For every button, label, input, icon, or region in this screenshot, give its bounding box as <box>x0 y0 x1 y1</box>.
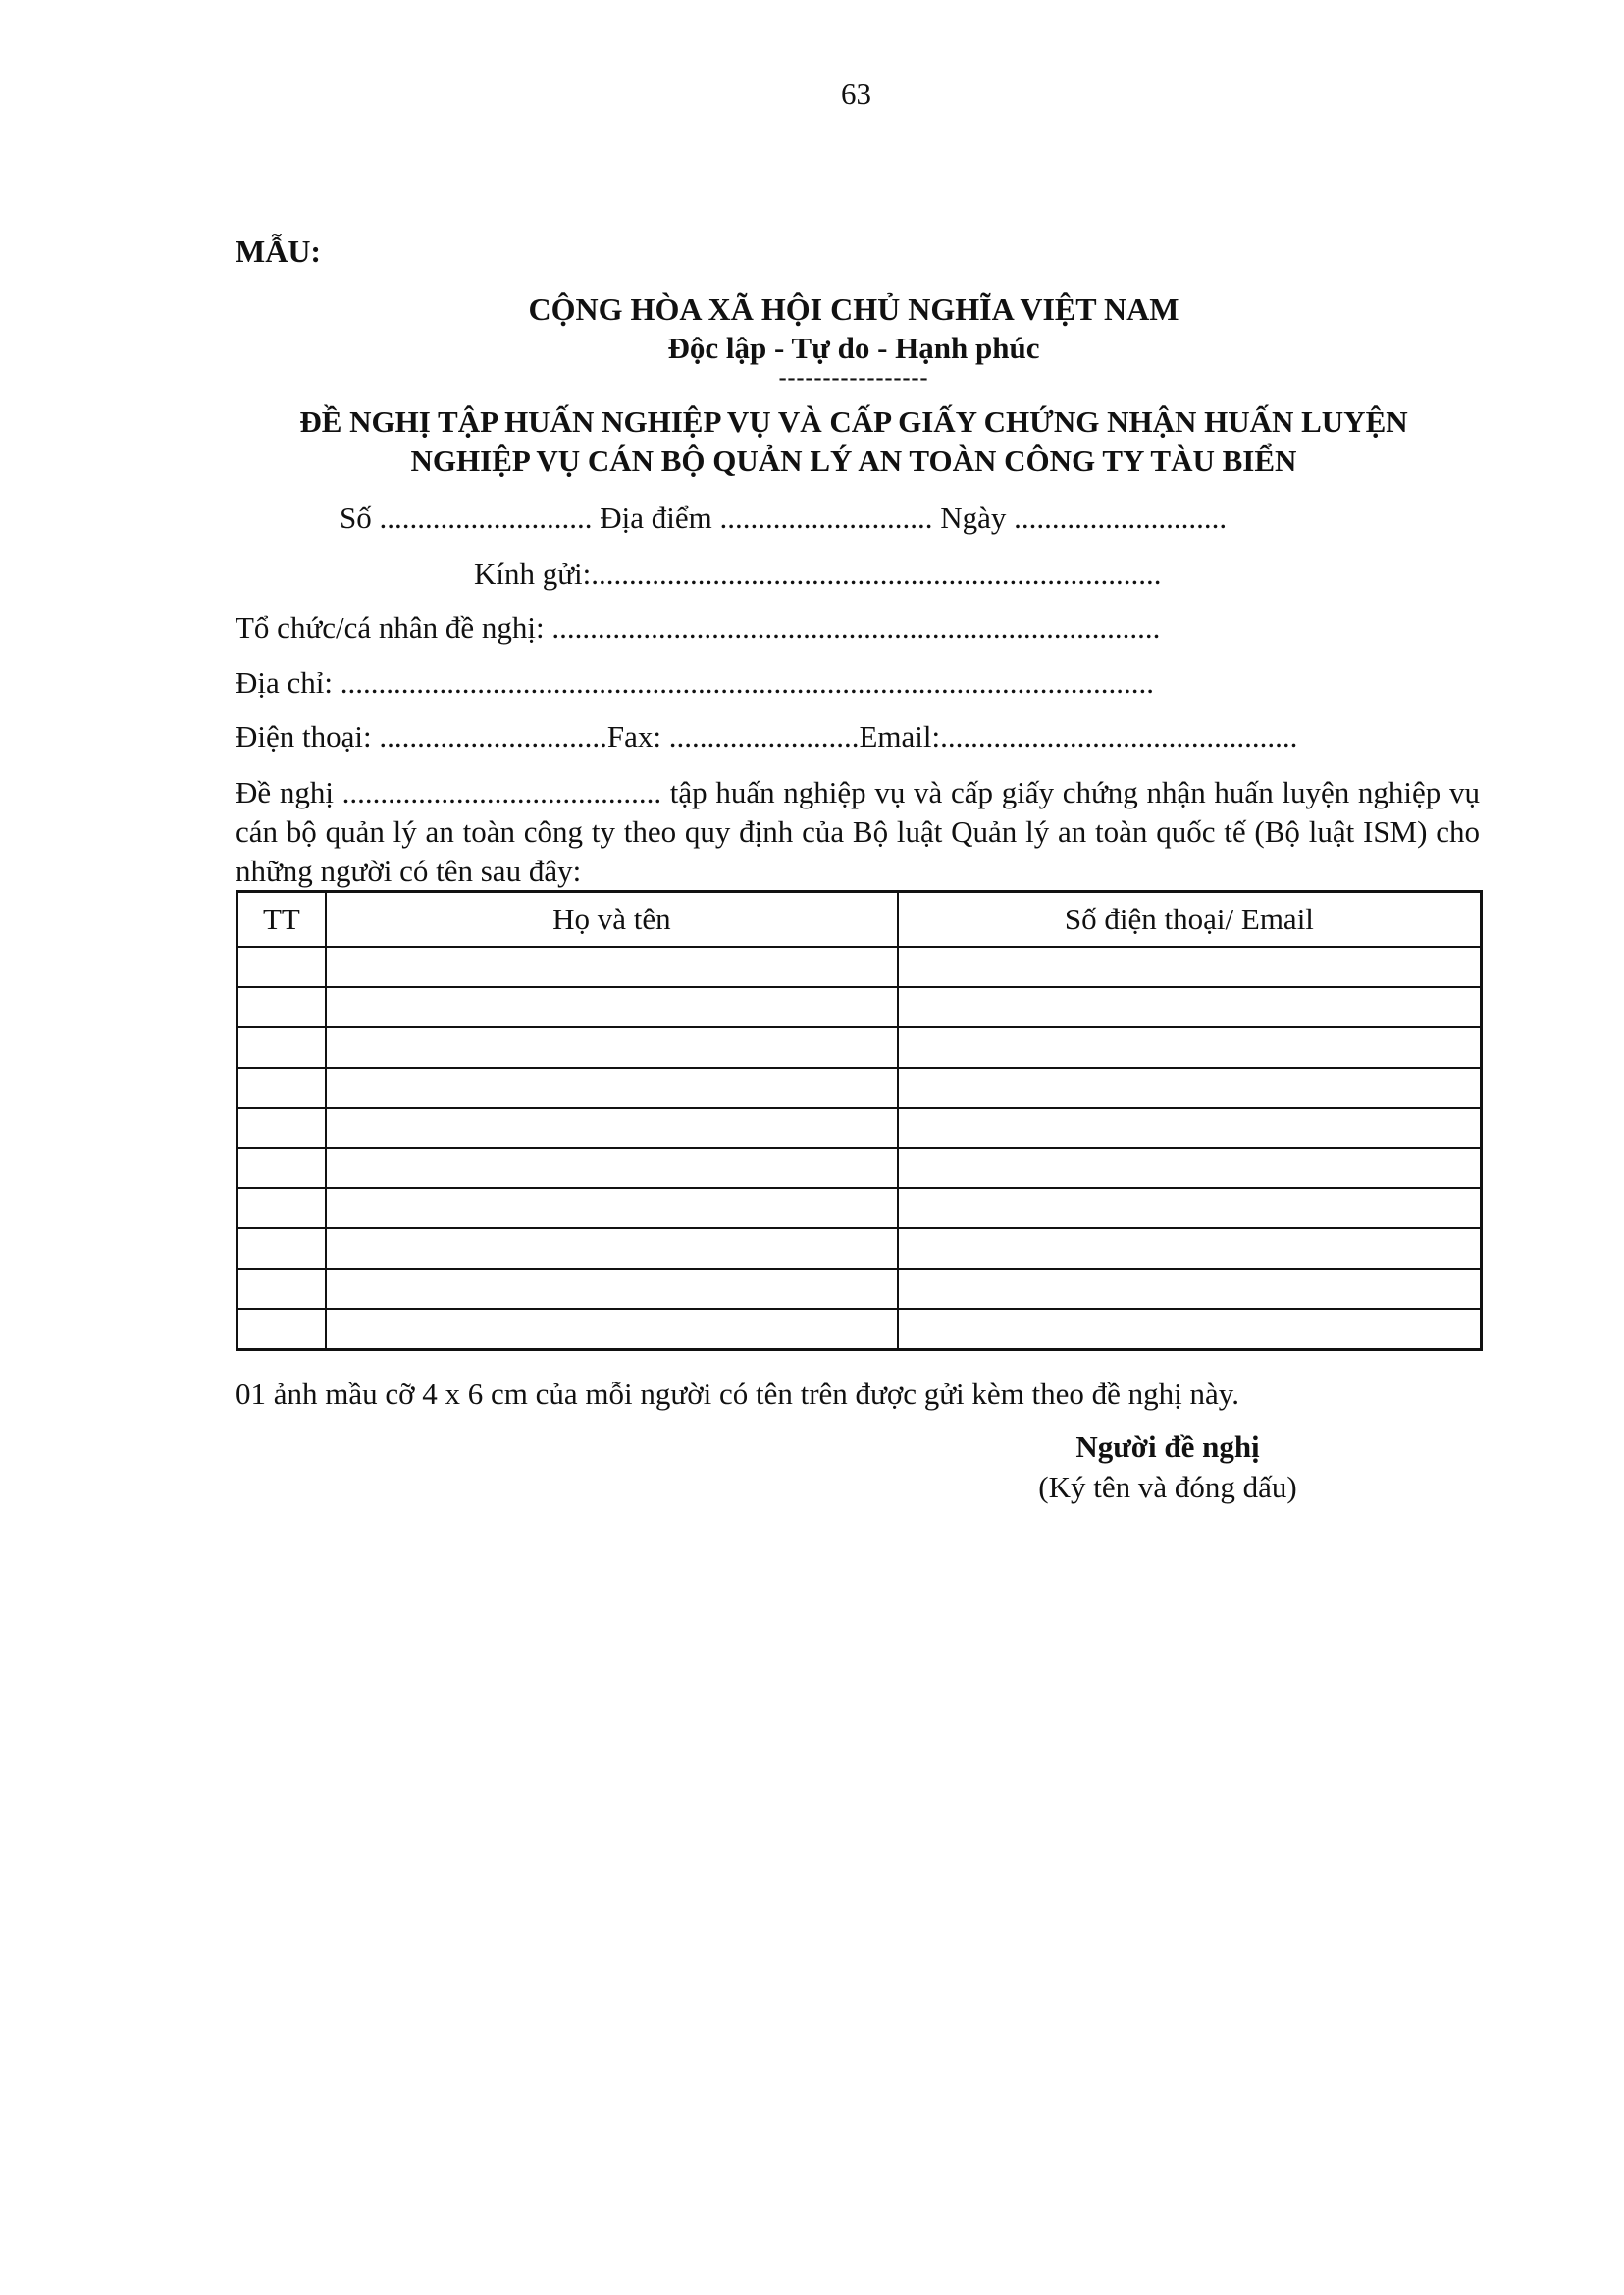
cell-tt <box>237 1068 326 1108</box>
cell-tt <box>237 1148 326 1188</box>
cell-tt <box>237 1027 326 1068</box>
table-row <box>237 1309 1482 1350</box>
cell-full-name <box>326 1027 898 1068</box>
cell-phone-email <box>898 1269 1482 1309</box>
cell-full-name <box>326 987 898 1027</box>
cell-phone-email <box>898 947 1482 987</box>
table-row <box>237 1269 1482 1309</box>
header-phone-email: Số điện thoại/ Email <box>898 892 1482 948</box>
cell-tt <box>237 987 326 1027</box>
table-row <box>237 1068 1482 1108</box>
header-full-name: Họ và tên <box>326 892 898 948</box>
cell-full-name <box>326 947 898 987</box>
cell-phone-email <box>898 987 1482 1027</box>
table-row <box>237 1027 1482 1068</box>
phone-fax-email-field: Điện thoại: ..............................Fax: .........................Email:............................................... <box>236 719 1298 754</box>
table-header-row <box>237 892 1482 948</box>
participants-table <box>236 890 1483 1351</box>
requesting-organization-field: Tổ chức/cá nhân đề nghị: ................................................................................ <box>236 610 1161 645</box>
cell-phone-email <box>898 1027 1482 1068</box>
cell-tt <box>237 1228 326 1269</box>
cell-full-name <box>326 1228 898 1269</box>
cell-full-name <box>326 1269 898 1309</box>
national-motto: Độc lập - Tự do - Hạnh phúc <box>667 331 1040 365</box>
cell-phone-email <box>898 1068 1482 1108</box>
table-row <box>237 947 1482 987</box>
header-separator: ----------------- <box>778 365 929 391</box>
address-field: Địa chỉ: ........................................................................................................... <box>236 665 1154 700</box>
table-row <box>237 1148 1482 1188</box>
national-title: CỘNG HÒA XÃ HỘI CHỦ NGHĨA VIỆT NAM <box>528 291 1179 327</box>
cell-tt <box>237 1269 326 1309</box>
cell-phone-email <box>898 1148 1482 1188</box>
page-number: 63 <box>841 77 871 111</box>
cell-full-name <box>326 1188 898 1228</box>
table-row <box>237 1108 1482 1148</box>
cell-full-name <box>326 1148 898 1188</box>
cell-phone-email <box>898 1188 1482 1228</box>
table-row <box>237 1188 1482 1228</box>
recipient-field: Kính gửi:........................................................................... <box>474 556 1162 591</box>
cell-full-name <box>326 1309 898 1350</box>
table-row <box>237 1228 1482 1269</box>
cell-phone-email <box>898 1108 1482 1148</box>
photo-attachment-note: 01 ảnh mầu cỡ 4 x 6 cm của mỗi người có tên trên được gửi kèm theo đề nghị này. <box>236 1377 1240 1411</box>
cell-tt <box>237 1108 326 1148</box>
form-label: MẪU: <box>236 234 322 269</box>
request-paragraph: Đề nghị .......................................... tập huấn nghiệp vụ và cấp giấy chứng nhận huấn luyện nghiệp vụ cán bộ quản lý an toàn công ty theo quy định của Bộ luật Quản lý an toàn quốc tế (Bộ luật ISM) cho những người có tên sau đây: <box>236 775 1480 888</box>
cell-phone-email <box>898 1228 1482 1269</box>
cell-full-name <box>326 1108 898 1148</box>
signer-title: Người đề nghị <box>1075 1430 1260 1464</box>
cell-tt <box>237 1188 326 1228</box>
table-row <box>237 987 1482 1027</box>
header-tt: TT <box>237 892 326 948</box>
cell-tt <box>237 1309 326 1350</box>
document-title-line-1: ĐỀ NGHỊ TẬP HUẤN NGHIỆP VỤ VÀ CẤP GIẤY CHỨNG NHẬN HUẤN LUYỆN <box>299 404 1408 439</box>
cell-tt <box>237 947 326 987</box>
document-title-line-2: NGHIỆP VỤ CÁN BỘ QUẢN LÝ AN TOÀN CÔNG TY TÀU BIỂN <box>410 443 1297 478</box>
reference-number-place-date-field: Số ............................ Địa điểm ............................ Ngày ............................ <box>340 500 1228 535</box>
cell-phone-email <box>898 1309 1482 1350</box>
signer-instruction: (Ký tên và đóng dấu) <box>1038 1470 1297 1504</box>
table-body <box>237 947 1482 1350</box>
cell-full-name <box>326 1068 898 1108</box>
